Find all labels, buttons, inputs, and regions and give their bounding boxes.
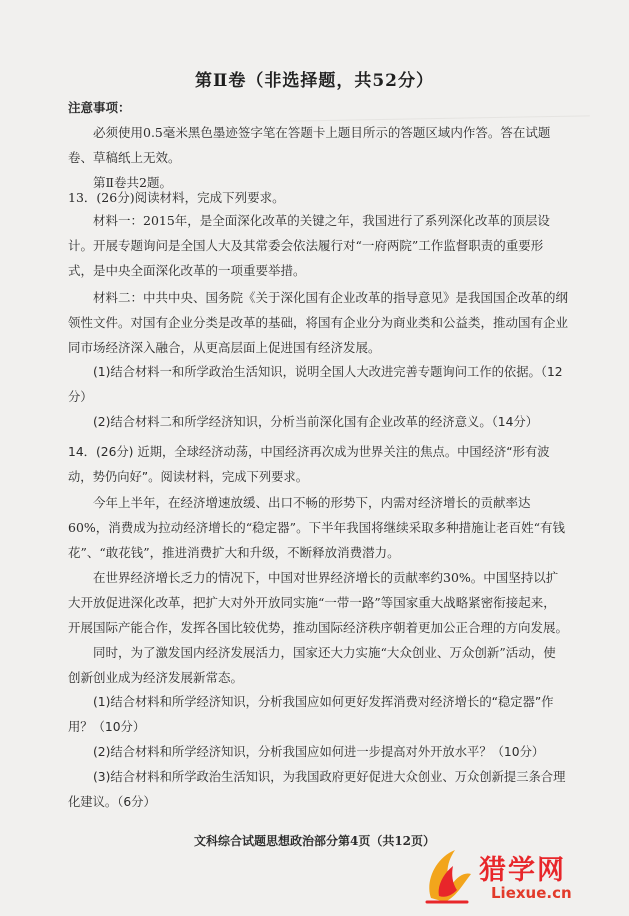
q13-material-2: 材料二：中共中央、国务院《关于深化国有企业改革的指导意见》是我国国企改革的纲领性文件。对国有企业分类是改革的基础，将国有企业分为商业类和公益类，推动国有企业同市场经济深入融合，从更高层面上促进国有经济发展。 [68,290,569,355]
q13-question-2: (2)结合材料二和所学经济知识，分析当前深化国有企业改革的经济意义。（14分） [93,415,539,429]
q14-paragraph-2: 在世界经济增长乏力的情况下，中国对世界经济增长的贡献率约30%。中国坚持以扩大开放促进深化改革，把扩大对外开放同实施“一带一路”等国家重大战略紧密衔接起来，开展国际产能合作，发挥各国比较优势，推动国际经济秩序朝着更加公正合理的方向发展。 [68,570,569,635]
q14-paragraph-1: 今年上半年，在经济增速放缓、出口不畅的形势下，内需对经济增长的贡献率达60%，消费成为拉动经济增长的“稳定器”。下半年我国将继续采取多种措施让老百姓“有钱花”、“敢花钱”，推进消费扩大和升级，不断释放消费潜力。 [68,495,565,560]
q13-material-1: 材料一：2015年，是全面深化改革的关键之年，我国进行了系列深化改革的顶层设计。开展专题询问是全国人大及其常委会依法履行对“一府两院”工作监督职责的重要形式，是中央全面深化改革的一项重要举措。 [68,213,550,278]
q14-question-1: (1)结合材料和所学经济知识，分析我国应如何更好发挥消费对经济增长的“稳定器”作用？（10分） [68,695,554,734]
notes-instruction: 必须使用0.5毫米黑色墨迹签字笔在答题卡上题目所示的答题区域内作答。答在试题卷、草稿纸上无效。 [68,125,551,165]
q14-question-2: (2)结合材料和所学经济知识，分析我国应如何进一步提高对外开放水平？（10分） [93,745,545,759]
notes-count: 第Ⅱ卷共2题。 [93,175,172,190]
liexue-logo-icon [421,846,475,906]
q14-question-3: (3)结合材料和所学政治生活知识，为我国政府更好促进大众创业、万众创新提三条合理化建议。（6分） [68,770,566,809]
q13-stem: 13．(26分)阅读材料，完成下列要求。 [68,190,285,205]
q14-stem: 14．(26分) 近期，全球经济动荡，中国经济再次成为世界关注的焦点。中国经济“形有波动，势仍向好”。阅读材料，完成下列要求。 [68,445,550,484]
watermark-brand-name: 猎学网 [479,855,566,886]
page-footer: 文科综合试题思想政治部分第4页（共12页） [193,834,436,848]
site-watermark [421,846,621,908]
section-title: 第Ⅱ卷（非选择题，共52分） [195,71,434,91]
notes-heading: 注意事项： [68,100,131,115]
q14-paragraph-3: 同时，为了激发国内经济发展活力，国家还大力实施“大众创业、万众创新”活动，使创新创业成为经济发展新常态。 [68,645,556,685]
q13-question-1: (1)结合材料一和所学政治生活知识，说明全国人大改进完善专题询问工作的依据。（12分） [68,365,563,404]
watermark-url: Liexue.cn [491,884,572,902]
